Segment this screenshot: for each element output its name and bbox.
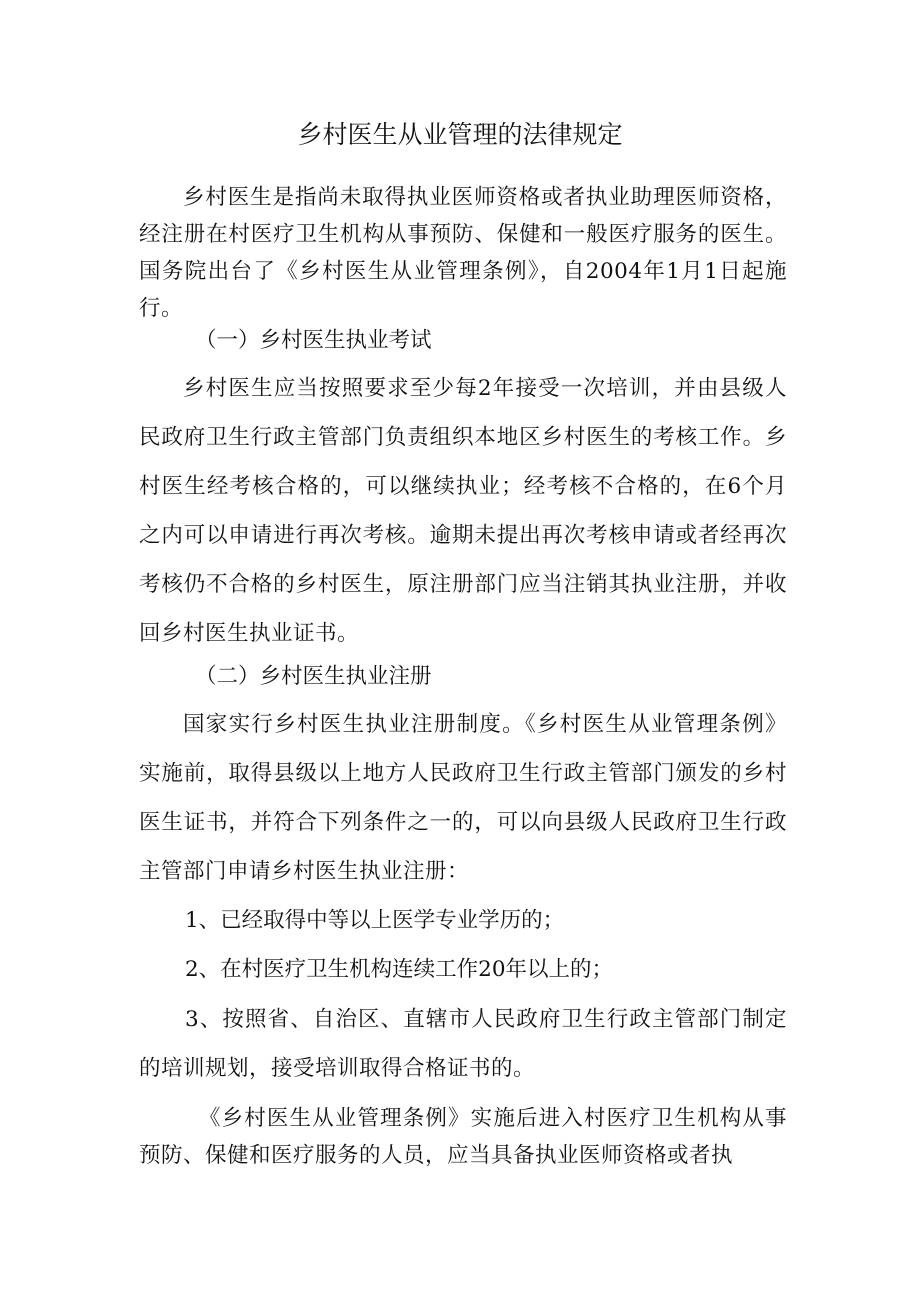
intro-paragraph: 乡村医生是指尚未取得执业医师资格或者执业助理医师资格，经注册在村医疗卫生机构从事预防、保健和一般医疗服务的医生。国务院出台了《乡村医生从业管理条例》，自2004年1月1日起施行。 — [139, 185, 787, 321]
list-item-1: 1、已经取得中等以上医学专业学历的； — [185, 908, 565, 933]
section-1-heading: （一）乡村医生执业考试 — [195, 328, 432, 353]
list-item-3: 3、按照省、自治区、直辖市人民政府卫生行政主管部门制定的培训规划，接受培训取得合格证书的。 — [139, 1007, 787, 1081]
section-2-heading: （二）乡村医生执业注册 — [195, 664, 432, 689]
section-2-body: 国家实行乡村医生执业注册制度。《乡村医生从业管理条例》实施前，取得县级以上地方人民政府卫生行政主管部门颁发的乡村医生证书，并符合下列条件之一的，可以向县级人民政府卫生行政主管部门申请乡村医生执业注册： — [139, 712, 787, 884]
section-1-body: 乡村医生应当按照要求至少每2年接受一次培训，并由县级人民政府卫生行政主管部门负责组织本地区乡村医生的考核工作。乡村医生经考核合格的，可以继续执业；经考核不合格的，在6个月之内可以申请进行再次考核。逾期未提出再次考核申请或者经再次考核仍不合格的乡村医生，原注册部门应当注销其执业注册，并收回乡村医生执业证书。 — [139, 376, 787, 646]
document-title: 乡村医生从业管理的法律规定 — [297, 120, 623, 149]
list-item-2: 2、在村医疗卫生机构连续工作20年以上的； — [185, 957, 614, 982]
closing-paragraph: 《乡村医生从业管理条例》实施后进入村医疗卫生机构从事预防、保健和医疗服务的人员，应当具备执业医师资格或者执 — [139, 1106, 787, 1168]
